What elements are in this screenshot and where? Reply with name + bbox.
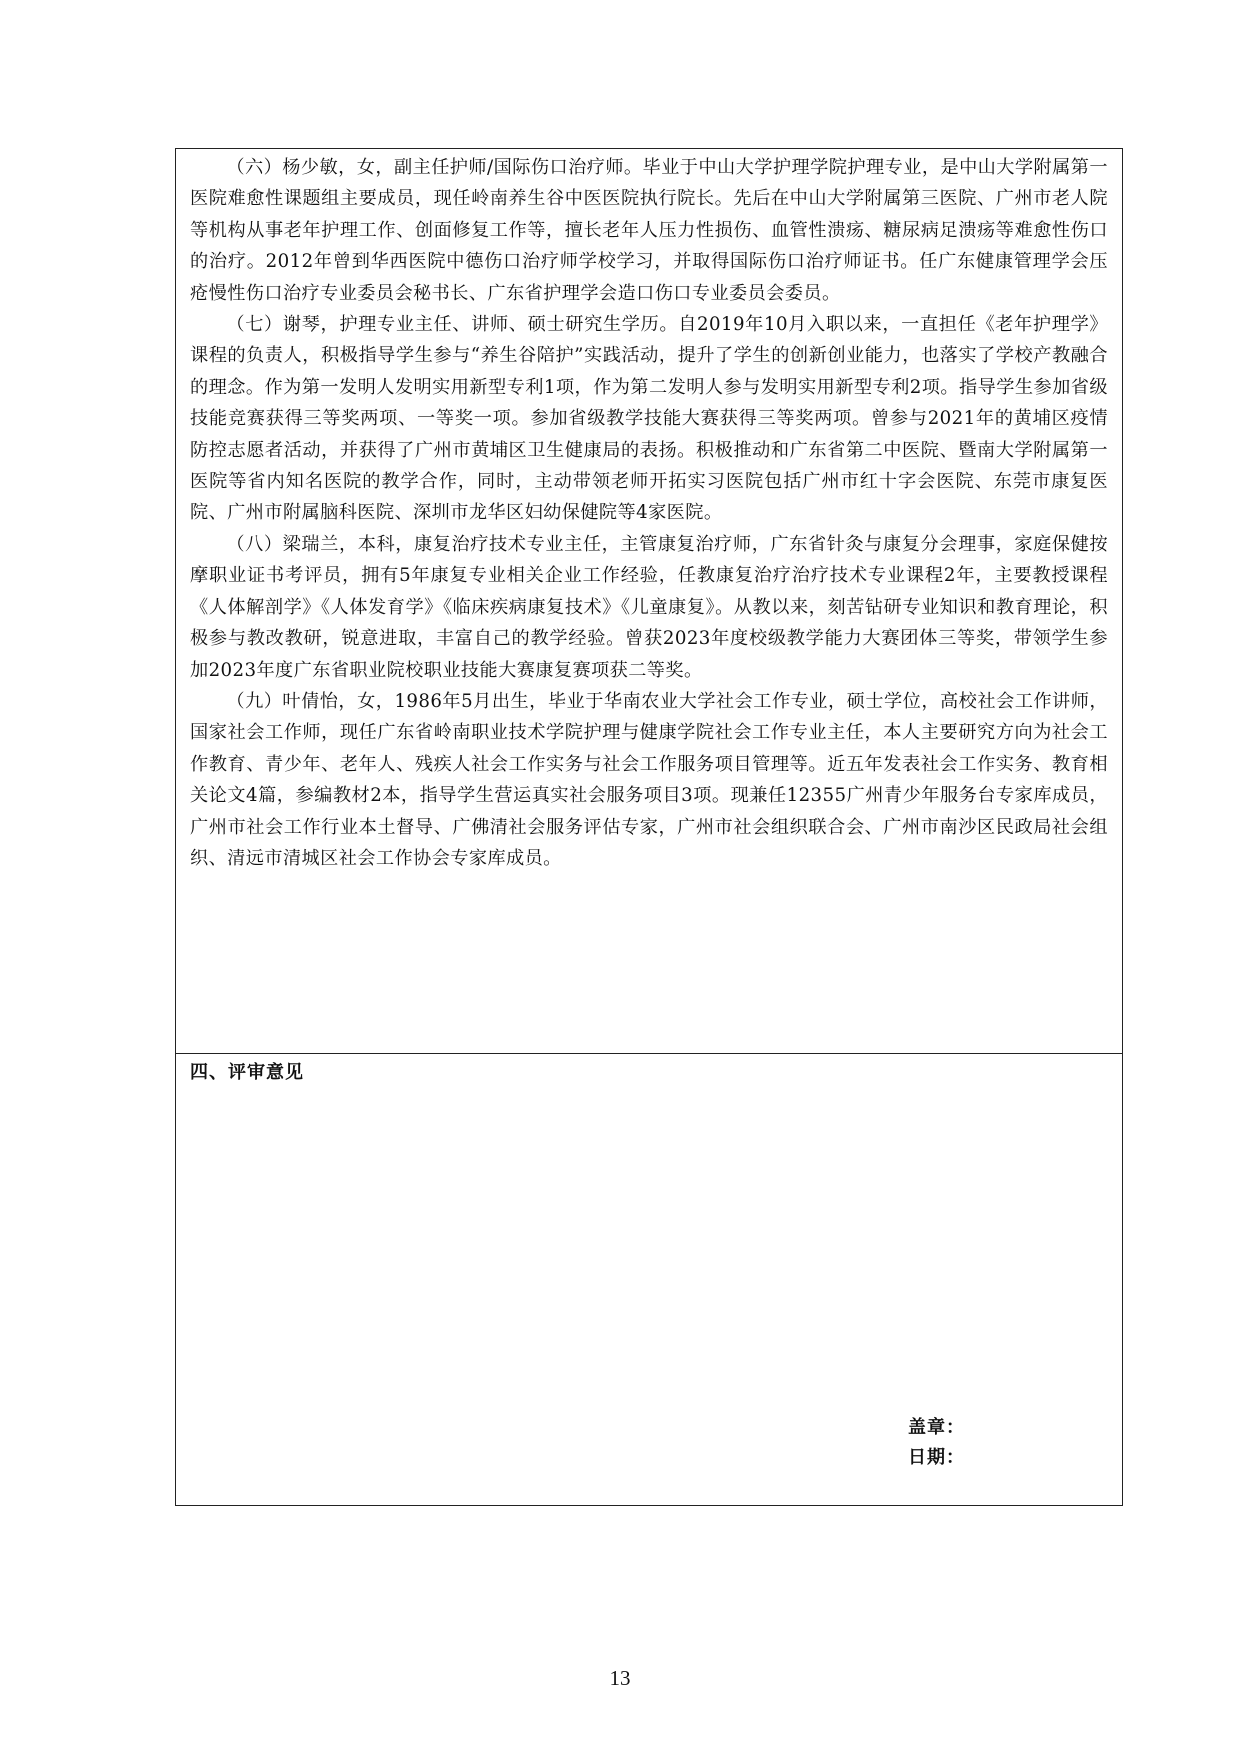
bio-paragraph-liang-ruilan: （八）梁瑞兰，本科，康复治疗技术专业主任，主管康复治疗师，广东省针灸与康复分会理事，家庭保健按摩职业证书考评员，拥有5年康复专业相关企业工作经验，任教康复治疗治疗技术专业课程2年，主要教授课程《人体解剖学》《人体发育学》《临床疾病康复技术》《儿童康复》。从教以来，刻苦钻研专业知识和教育理论，积极参与教改教研，锐意进取，丰富自己的教学经验。曾获2023年度校级教学能力大赛团体三等奖，带领学生参加2023年度广东省职业院校职业技能大赛康复赛项获二等奖。 [190,533,1108,681]
page-number: 13 [609,1666,631,1690]
review-opinion-heading: 四、评审意见 [190,1062,304,1083]
review-opinion-cell [176,1054,1122,1505]
seal-label: 盖章： [908,1417,965,1438]
signature-block [908,1413,965,1473]
form-table [175,148,1123,1506]
bio-paragraph-xie-qin: （七）谢琴，护理专业主任、讲师、硕士研究生学历。自2019年10月入职以来，一直担任《老年护理学》课程的负责人，积极指导学生参与“养生谷陪护”实践活动，提升了学生的创新创业能力，也落实了学校产教融合的理念。作为第一发明人发明实用新型专利1项，作为第二发明人参与发明实用新型专利2项。指导学生参加省级技能竞赛获得三等奖两项、一等奖一项。参加省级教学技能大赛获得三等奖两项。曾参与2021年的黄埔区疫情防控志愿者活动，并获得了广州市黄埔区卫生健康局的表扬。积极推动和广东省第二中医院、暨南大学附属第一医院等省内知名医院的教学合作，同时，主动带领老师开拓实习医院包括广州市红十字会医院、东莞市康复医院、广州市附属脑科医院、深圳市龙华区妇幼保健院等4家医院。 [190,314,1108,524]
date-label: 日期： [908,1447,965,1468]
bio-paragraph-ye-qianyi: （九）叶倩怡，女，1986年5月出生，毕业于华南农业大学社会工作专业，硕士学位，高校社会工作讲师，国家社会工作师，现任广东省岭南职业技术学院护理与健康学院社会工作专业主任，本人主要研究方向为社会工作教育、青少年、老年人、残疾人社会工作实务与社会工作服务项目管理等。近五年发表社会工作实务、教育相关论文4篇，参编教材2本，指导学生营运真实社会服务项目3项。现兼任12355广州青少年服务台专家库成员，广州市社会工作行业本土督导、广佛清社会服务评估专家，广州市社会组织联合会、广州市南沙区民政局社会组织、清远市清城区社会工作协会专家库成员。 [190,690,1108,869]
personnel-bios-cell [176,149,1122,1054]
bio-paragraph-yang-shaomin: （六）杨少敏，女，副主任护师/国际伤口治疗师。毕业于中山大学护理学院护理专业，是中山大学附属第一医院难愈性课题组主要成员，现任岭南养生谷中医医院执行院长。先后在中山大学附属第三医院、广州市老人院等机构从事老年护理工作、创面修复工作等，擅长老年人压力性损伤、血管性溃疡、糖尿病足溃疡等难愈性伤口的治疗。2012年曾到华西医院中德伤口治疗师学校学习，并取得国际伤口治疗师证书。任广东健康管理学会压疮慢性伤口治疗专业委员会秘书长、广东省护理学会造口伤口专业委员会委员。 [190,157,1108,304]
